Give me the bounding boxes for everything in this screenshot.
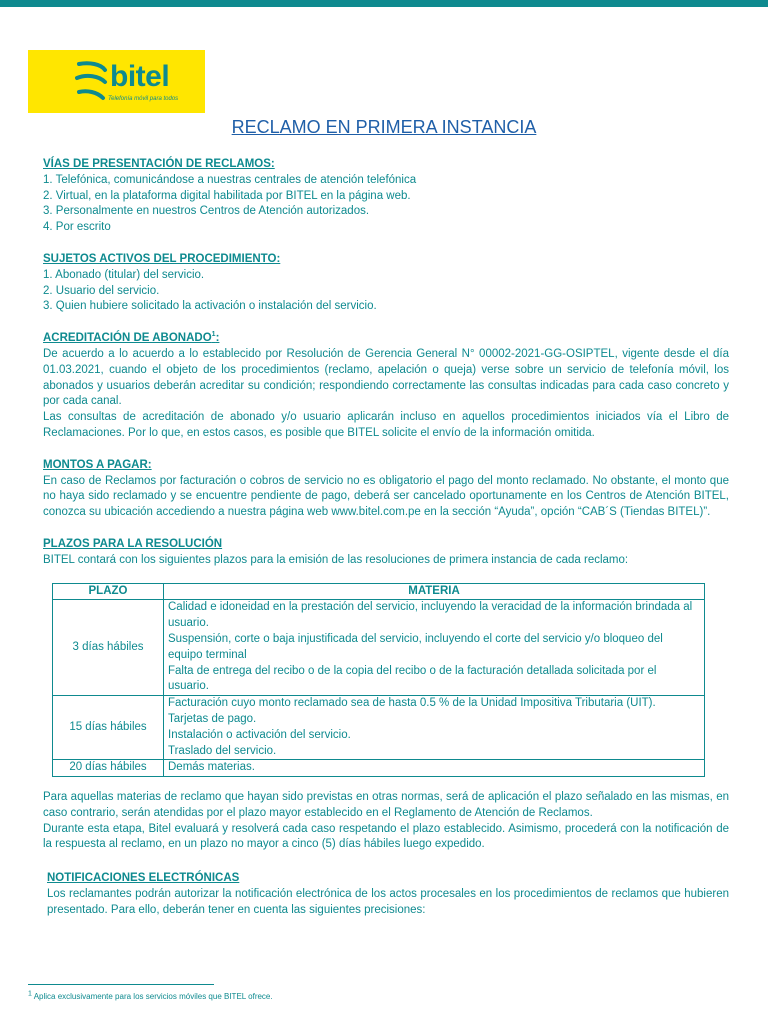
plazo-cell: 20 días hábiles xyxy=(53,760,164,777)
footnote-divider xyxy=(28,984,214,985)
materia-item: Calidad e idoneidad en la prestación del servicio, incluyendo la veracidad de la información brindada al usuario. xyxy=(168,601,693,630)
sujetos-heading: SUJETOS ACTIVOS DEL PROCEDIMIENTO: xyxy=(43,252,281,265)
notificaciones-heading: NOTIFICACIONES ELECTRÓNICAS xyxy=(47,872,240,885)
materia-item: Suspensión, corte o baja injustificada del servicio, incluyendo el corte del servicio y/o bloqueo del equipo terminal xyxy=(168,632,663,661)
plazo-cell: 15 días hábiles xyxy=(53,696,164,760)
materia-item: Traslado del servicio. xyxy=(168,744,277,757)
brand-name: bitel xyxy=(110,60,170,93)
acreditacion-paragraph-2: Las consultas de acreditación de abonado y/o usuario aplicarán incluso en aquellos procedimientos iniciados vía el Libro de Reclamaciones. Por lo que, en estos casos, es posible que BITEL solicite el envío de la información omitida. xyxy=(43,411,729,439)
materia-cell xyxy=(164,600,705,696)
notificaciones-paragraph: Los reclamantes podrán autorizar la notificación electrónica de los actos procesales en los procedimientos de reclamos que hubieren presentado. Para ello, deberán tener en cuenta las siguientes precisiones: xyxy=(47,888,729,916)
brand-tagline: Telefonía móvil para todos xyxy=(108,96,179,102)
footnote-text: Aplica exclusivamente para los servicios móviles que BITEL ofrece. xyxy=(33,992,273,1001)
vias-item: 1. Telefónica, comunicándose a nuestras centrales de atención telefónica xyxy=(43,173,417,186)
table-row xyxy=(53,760,705,777)
footnote-mark: 1 xyxy=(28,990,32,998)
materia-item: Falta de entrega del recibo o de la copia del recibo o de la facturación detallada solicitada por el usuario. xyxy=(168,664,657,693)
bitel-logo xyxy=(28,50,205,113)
vias-item: 4. Por escrito xyxy=(43,221,111,234)
plazos-table xyxy=(52,583,705,778)
materia-cell xyxy=(164,760,705,777)
top-accent-bar xyxy=(0,0,768,7)
plazos-after-paragraph-1: Para aquellas materias de reclamo que hayan sido previstas en otras normas, será de aplicación el plazo señalado en las mismas, en caso contrario, serán atendidas por el plazo mayor establecido en el Reglamento de Atención de Reclamos. xyxy=(43,791,729,819)
materia-item: Demás materias. xyxy=(168,761,255,774)
document-body xyxy=(43,157,729,919)
materia-item: Facturación cuyo monto reclamado sea de hasta 0.5 % de la Unidad Impositiva Tributaria (UIT). xyxy=(168,697,656,710)
table-header-row xyxy=(53,583,705,600)
acreditacion-heading-colon: : xyxy=(215,332,220,345)
table-row xyxy=(53,600,705,696)
table-header-plazo: PLAZO xyxy=(53,583,164,600)
montos-heading: MONTOS A PAGAR: xyxy=(43,458,152,471)
sujetos-item: 1. Abonado (titular) del servicio. xyxy=(43,268,205,281)
vias-heading: VÍAS DE PRESENTACIÓN DE RECLAMOS: xyxy=(43,158,275,170)
montos-paragraph: En caso de Reclamos por facturación o cobros de servicio no es obligatorio el pago del monto reclamado. No obstante, el monto que no haya sido reclamado y se encuentre pendiente de pago, deberá ser cancelado oportunamente en los Centros de Atención BITEL, conozca su ubicación accediendo a nuestra página web www.bitel.com.pe en la sección “Ayuda”, opción “CAB´S (Tiendas BITEL)”. xyxy=(43,474,729,519)
sujetos-item: 2. Usuario del servicio. xyxy=(43,284,160,297)
table-row xyxy=(53,696,705,760)
bitel-swoosh-icon xyxy=(75,60,109,104)
acreditacion-heading xyxy=(43,331,729,347)
sujetos-item: 3. Quien hubiere solicitado la activación o instalación del servicio. xyxy=(43,300,377,313)
materia-item: Instalación o activación del servicio. xyxy=(168,728,351,741)
vias-item: 3. Personalmente en nuestros Centros de Atención autorizados. xyxy=(43,205,370,218)
footnote xyxy=(28,992,273,1002)
plazos-intro: BITEL contará con los siguientes plazos para la emisión de las resoluciones de primera instancia de cada reclamo: xyxy=(43,553,629,566)
materia-cell xyxy=(164,696,705,760)
page-title: RECLAMO EN PRIMERA INSTANCIA xyxy=(231,117,537,137)
acreditacion-paragraph-1: De acuerdo a lo acuerdo a lo establecido por Resolución de Gerencia General N° 00002-2021-GG-OSIPTEL, vigente desde el día 01.03.2021, cuando el objeto de los procedimientos (reclamo, apelación o queja) verse sobre un servicio de telefonía móvil, los abonados y usuarios deberán acreditar su condición; respondiendo correctamente las consultas indicadas para cada caso concreto y por cada canal. xyxy=(43,347,729,408)
footnote-reference: 1 xyxy=(211,331,216,339)
materia-item: Tarjetas de pago. xyxy=(168,712,257,725)
plazos-after-paragraph-2: Durante esta etapa, Bitel evaluará y resolverá cada caso respetando el plazo establecido. Asimismo, procederá con la notificación de la respuesta al reclamo, en un plazo no mayor a cinco (5) días hábiles luego expedido. xyxy=(43,822,729,851)
plazo-cell: 3 días hábiles xyxy=(53,600,164,696)
table-header-materia: MATERIA xyxy=(164,583,705,600)
vias-item: 2. Virtual, en la plataforma digital habilitada por BITEL en la página web. xyxy=(43,189,411,202)
plazos-heading: PLAZOS PARA LA RESOLUCIÓN xyxy=(43,537,223,550)
acreditacion-heading-text: ACREDITACIÓN DE ABONADO xyxy=(43,332,212,345)
